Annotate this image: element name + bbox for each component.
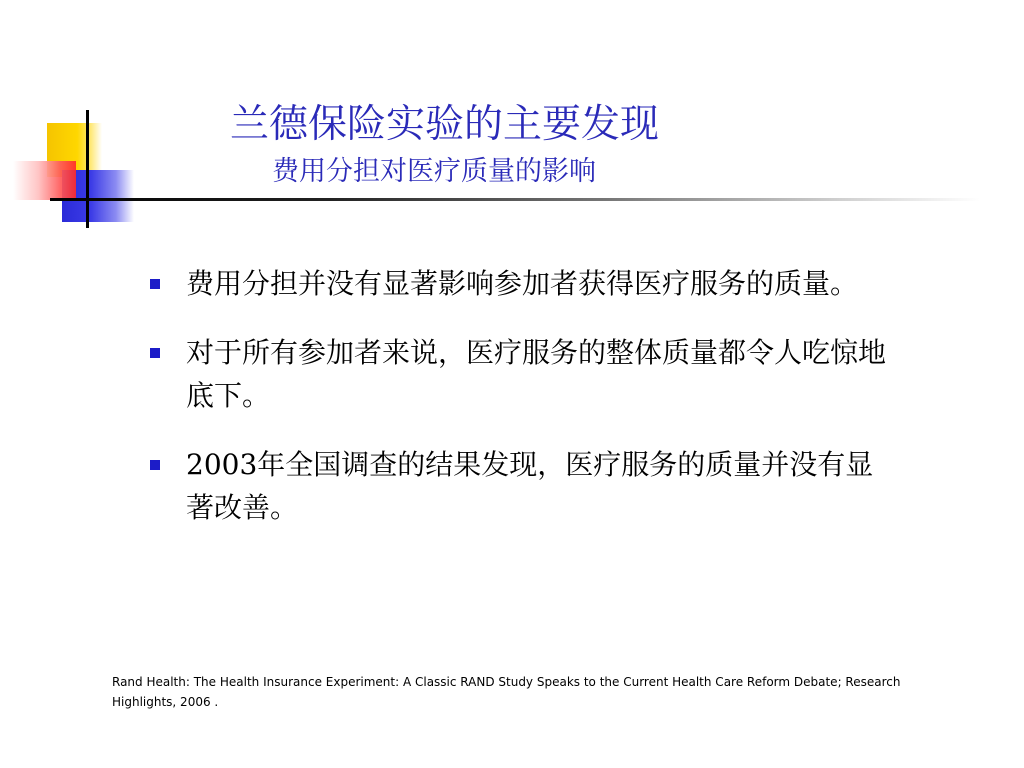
- square-bullet-icon: [150, 348, 160, 358]
- bullet-list: [148, 262, 888, 555]
- title-underline-rule: [50, 198, 980, 201]
- bullet-item: [148, 262, 888, 305]
- red-square-decoration: [13, 161, 76, 200]
- slide-title: 兰德保险实验的主要发现: [230, 102, 660, 147]
- bullet-text: 2003年全国调查的结果发现，医疗服务的质量并没有显著改善。: [186, 448, 874, 524]
- bullet-text: 对于所有参加者来说，医疗服务的整体质量都令人吃惊地底下。: [186, 336, 887, 412]
- source-citation: Rand Health: The Health Insurance Experiment: A Classic RAND Study Speaks to the Current Health Care Reform Debate; Research Highlights, 2006 .: [112, 675, 901, 709]
- slide-subtitle: 费用分担对医疗质量的影响: [272, 156, 596, 187]
- bullet-item: [148, 443, 888, 529]
- square-bullet-icon: [150, 460, 160, 470]
- bullet-text: 费用分担并没有显著影响参加者获得医疗服务的质量。: [186, 267, 859, 300]
- square-bullet-icon: [150, 279, 160, 289]
- bullet-item: [148, 331, 888, 417]
- vertical-rule-decoration: [86, 110, 89, 228]
